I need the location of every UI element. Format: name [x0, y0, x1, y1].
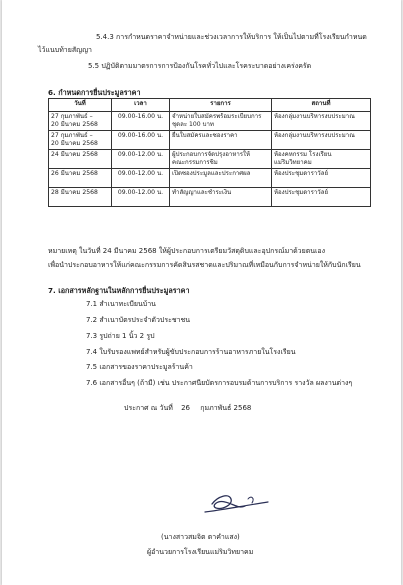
- announce-line: [124, 404, 251, 413]
- row-date: [49, 150, 112, 169]
- row-time: [112, 112, 170, 131]
- intro-5-4-3-line2: ไว้แนบท้ายสัญญา: [38, 46, 92, 54]
- document-page: [2, 0, 401, 585]
- doc-item-7-5: 7.5 เอกสารของราคาประมูลร้านค้า: [86, 363, 193, 371]
- row-place-line: ห้องกลุ่มงานบริหารงบประมาณ: [274, 132, 355, 139]
- row-date-line: 27 กุมภาพันธ์ –: [51, 113, 93, 120]
- doc-item-7-3: 7.3 รูปถ่าย 1 นิ้ว 2 รูป: [86, 332, 155, 340]
- doc-item-7-2: 7.2 สำเนาบัตรประจำตัวประชาชน: [86, 316, 191, 324]
- row-place-line: ห้องคหกรรม โรงเรียน: [274, 151, 332, 158]
- row-date-line: 20 มีนาคม 2568: [51, 120, 98, 128]
- row-time-line: 09.00-12.00 น.: [117, 189, 164, 196]
- row-time: [112, 150, 170, 169]
- doc-item-7-6: 7.6 เอกสารอื่นๆ (ถ้ามี) เช่น ประกาศนียบัตรการอบรมด้านการบริการ รางวัล ผลงานต่างๆ: [86, 379, 353, 387]
- row-time-line: 09.00-16.00 น.: [117, 113, 164, 120]
- schedule-table: [48, 98, 371, 207]
- row-place-line: แม่ริมวิทยาคม: [274, 158, 312, 166]
- announce-day: 26: [181, 404, 191, 412]
- intro-5-5: 5.5 ปฏิบัติตามมาตรการการป้องกันโรคทั่วไปและโรคระบาดอย่างเคร่งครัด: [88, 62, 312, 70]
- schedule-row: [49, 150, 371, 169]
- row-place: [272, 188, 371, 207]
- row-date: [49, 112, 112, 131]
- row-item-line: เปิดซองประมูลและประกาศผล: [172, 170, 251, 177]
- row-place-line: ห้องกลุ่มงานบริหารงบประมาณ: [274, 113, 355, 120]
- header-item: รายการ: [170, 99, 272, 112]
- schedule-row: [49, 169, 371, 188]
- schedule-row: [49, 188, 371, 207]
- row-item: [170, 112, 272, 131]
- row-date: [49, 188, 112, 207]
- row-time: [112, 188, 170, 207]
- row-place: [272, 169, 371, 188]
- row-date-line: 20 มีนาคม 2568: [51, 139, 98, 147]
- schedule-row: [49, 131, 371, 150]
- intro-5-4-3-line1: 5.4.3 การกำหนดราคาจำหน่ายและช่วงเวลาการให้บริการ ให้เป็นไปตามที่โรงเรียนกำหนด: [96, 33, 367, 41]
- row-place-line: ห้องประชุมดาราวัลย์: [274, 189, 329, 196]
- row-item-line: จำหน่ายใบสมัครพร้อมระเบียบการ: [172, 113, 262, 120]
- row-time: [112, 169, 170, 188]
- row-item-line: ทำสัญญาและชำระเงิน: [172, 189, 232, 196]
- header-date: วันที่: [49, 99, 112, 112]
- note-line2: เพื่อนำประกอบอาหารให้แก่คณะกรรมการคัดสินรสชาดและปริมาณที่เหมือนกับการจำหน่ายให้กับนักเรียน: [48, 261, 361, 269]
- row-item: [170, 150, 272, 169]
- row-item-line: คณะกรรมการชิม: [172, 158, 218, 166]
- header-time: เวลา: [112, 99, 170, 112]
- row-place: [272, 150, 371, 169]
- signatory-name: (นางสาวสมจิต ตาคำแสง): [161, 533, 240, 541]
- row-time-line: 09.00-16.00 น.: [117, 132, 164, 139]
- row-date: [49, 131, 112, 150]
- announce-month-year: กุมภาพันธ์ 2568: [200, 404, 252, 412]
- row-date-line: 27 กุมภาพันธ์ –: [51, 132, 93, 139]
- schedule-header-row: [49, 99, 371, 112]
- row-item: [170, 131, 272, 150]
- note-line1: หมายเหตุ ในวันที่ 24 มีนาคม 2568 ให้ผู้ประกอบการเตรียมวัสดุดิบและอุปกรณ์มาด้วยตนเอง: [48, 247, 326, 255]
- doc-item-7-4: 7.4 ใบรับรองแพทย์สำหรับผู้ขับประกอบการร้านอาหารภายในโรงเรียน: [86, 348, 296, 356]
- row-date-line: 26 มีนาคม 2568: [51, 170, 98, 177]
- signatory-position: ผู้อำนวยการโรงเรียนแม่ริมวิทยาคม: [147, 548, 254, 556]
- row-time: [112, 131, 170, 150]
- row-item-line: ยื่นใบสมัครและซองราคา: [172, 132, 238, 139]
- section-6-heading: 6. กำหนดการยื่นประมูลราคา: [48, 88, 141, 97]
- row-item-line: ผู้ประกอบการจัดปรุงอาหารให้: [172, 151, 251, 158]
- row-place: [272, 131, 371, 150]
- announce-prefix: ประกาศ ณ วันที่: [124, 404, 173, 412]
- row-time-line: 09.00-12.00 น.: [117, 170, 164, 177]
- row-item-line: ชุดละ 100 บาท: [172, 120, 214, 128]
- row-item: [170, 188, 272, 207]
- schedule-row: [49, 112, 371, 131]
- doc-item-7-1: 7.1 สำเนาทะเบียนบ้าน: [86, 300, 156, 308]
- header-place: สถานที่: [272, 99, 371, 112]
- signature-image: [202, 487, 272, 519]
- section-7-heading: 7. เอกสารหลักฐานในหลักการยื่นประมูลราคา: [48, 286, 190, 295]
- row-date-line: 24 มีนาคม 2568: [51, 151, 98, 158]
- row-item: [170, 169, 272, 188]
- row-time-line: 09.00-12.00 น.: [117, 151, 164, 158]
- row-place-line: ห้องประชุมดาราวัลย์: [274, 170, 329, 177]
- row-place: [272, 112, 371, 131]
- row-date: [49, 169, 112, 188]
- row-date-line: 28 มีนาคม 2568: [51, 189, 98, 196]
